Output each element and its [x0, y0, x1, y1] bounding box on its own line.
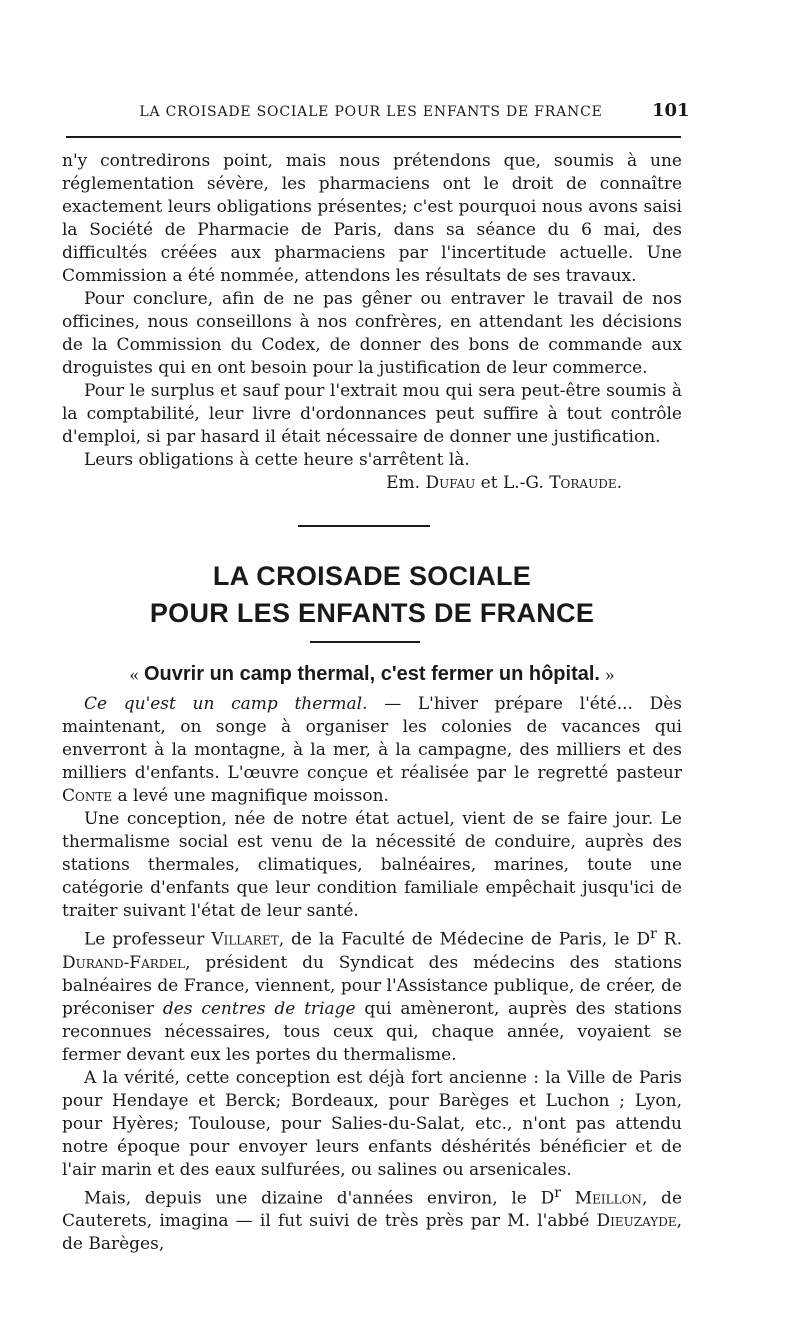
signature-conjunction: et	[480, 473, 498, 493]
person-name: Durand-Fardel	[62, 952, 186, 973]
close-quote: »	[605, 664, 615, 684]
article-body	[62, 693, 682, 1256]
previous-article-text	[62, 150, 682, 495]
person-name: Conte	[62, 786, 113, 806]
article-title-line-1: LA CROISADE SOCIALE	[212, 561, 532, 591]
running-head: LA CROISADE SOCIALE POUR LES ENFANTS DE FRANCE	[139, 104, 603, 120]
open-quote: «	[129, 664, 139, 684]
signature	[62, 472, 682, 495]
paragraph: Ce qu'est un camp thermal. — L'hiver prépare l'été... Dès maintenant, on songe à organiser les colonies de vacances qui enverront à la montagne, à la mer, à la campagne, des milliers et des milliers d'enfants. L'œuvre conçue et réalisée par le regretté pasteur Conte a levé une magnifique moisson.	[62, 694, 682, 806]
author-initials: L.-G.	[502, 473, 544, 493]
author-name: Dufau	[425, 473, 476, 493]
person-name: Meillon	[574, 1188, 642, 1209]
author-name: Toraude.	[549, 473, 622, 493]
paragraph: Pour le surplus et sauf pour l'extrait mou qui sera peut-être soumis à la comptabilité, leur livre d'ordonnances peut suffire à tout contrôle d'emploi, si par hasard il était nécessaire de donner une justification.	[62, 381, 682, 447]
paragraph: Pour conclure, afin de ne pas gêner ou entraver le travail de nos officines, nous conseillons à nos confrères, en attendant les décisions de la Commission du Codex, de donner des bons de commande aux droguistes qui en ont besoin pour la justification de leur commerce.	[62, 289, 682, 378]
paragraph: Une conception, née de notre état actuel, vient de se faire jour. Le thermalisme social est venu de la nécessité de conduire, auprès des stations thermales, climatiques, balnéaires, marines, toute une catégorie d'enfants que leur condition familiale empêchait jusqu'ici de traiter suivant l'état de leur santé.	[62, 809, 682, 921]
paragraph: Le professeur Villaret, de la Faculté de Médecine de Paris, le $D^r$ R. Durand-Fardel, président du Syndicat des médecins des stations balnéaires de France, viennent, pour l'Assistance publique, de créer, de préconiser des centres de triage qui amèneront, auprès des stations reconnues nécessaires, tous ceux qui, chaque année, voyaient se fermer devant eux les portes du thermalisme.	[62, 926, 682, 1065]
paragraph: Mais, depuis une dizaine d'années environ, le $D^r$ Meillon, de Cauterets, imagina — il fut suivi de très près par M. l'abbé Dieuzayde, de Barèges,	[62, 1184, 683, 1255]
title-divider	[310, 641, 420, 643]
motto-text: Ouvrir un camp thermal, c'est fermer un hôpital.	[144, 663, 600, 685]
paragraph: A la vérité, cette conception est déjà fort ancienne : la Ville de Paris pour Hendaye et Berck; Bordeaux, pour Barèges et Luchon ; Lyon, pour Hyères; Toulouse, pour Salies-du-Salat, etc., n'ont pas attendu notre époque pour envoyer leurs enfants déshérités bénéficier et de l'air marin et des eaux sulfurées, ou salines ou arsenicales.	[62, 1067, 682, 1180]
motto	[62, 663, 682, 686]
person-name: Villaret	[211, 929, 279, 950]
signature-prefix: Em.	[386, 473, 421, 493]
article-title-line-2: POUR LES ENFANTS DE FRANCE	[149, 598, 595, 628]
paragraph: n'y contredirons point, mais nous prétendons que, soumis à une réglementation sévère, les pharmaciens ont le droit de connaître exactement leurs obligations présentes; c'est pourquoi nous avons saisi la Société de Pharmacie de Paris, dans sa séance du 6 mai, des difficultés créées aux pharmaciens par l'incertitude actuelle. Une Commission a été nommée, attendons les résultats de ses travaux.	[62, 151, 682, 286]
header-rule	[66, 136, 681, 138]
emphasis: des centres de triage	[162, 998, 356, 1019]
paragraph: Leurs obligations à cette heure s'arrêtent là.	[84, 450, 470, 470]
lead-in: Ce qu'est un camp thermal.	[84, 694, 368, 714]
person-name: Dieuzayde	[596, 1211, 677, 1232]
section-divider	[298, 525, 430, 527]
page-number: 101	[652, 100, 690, 121]
